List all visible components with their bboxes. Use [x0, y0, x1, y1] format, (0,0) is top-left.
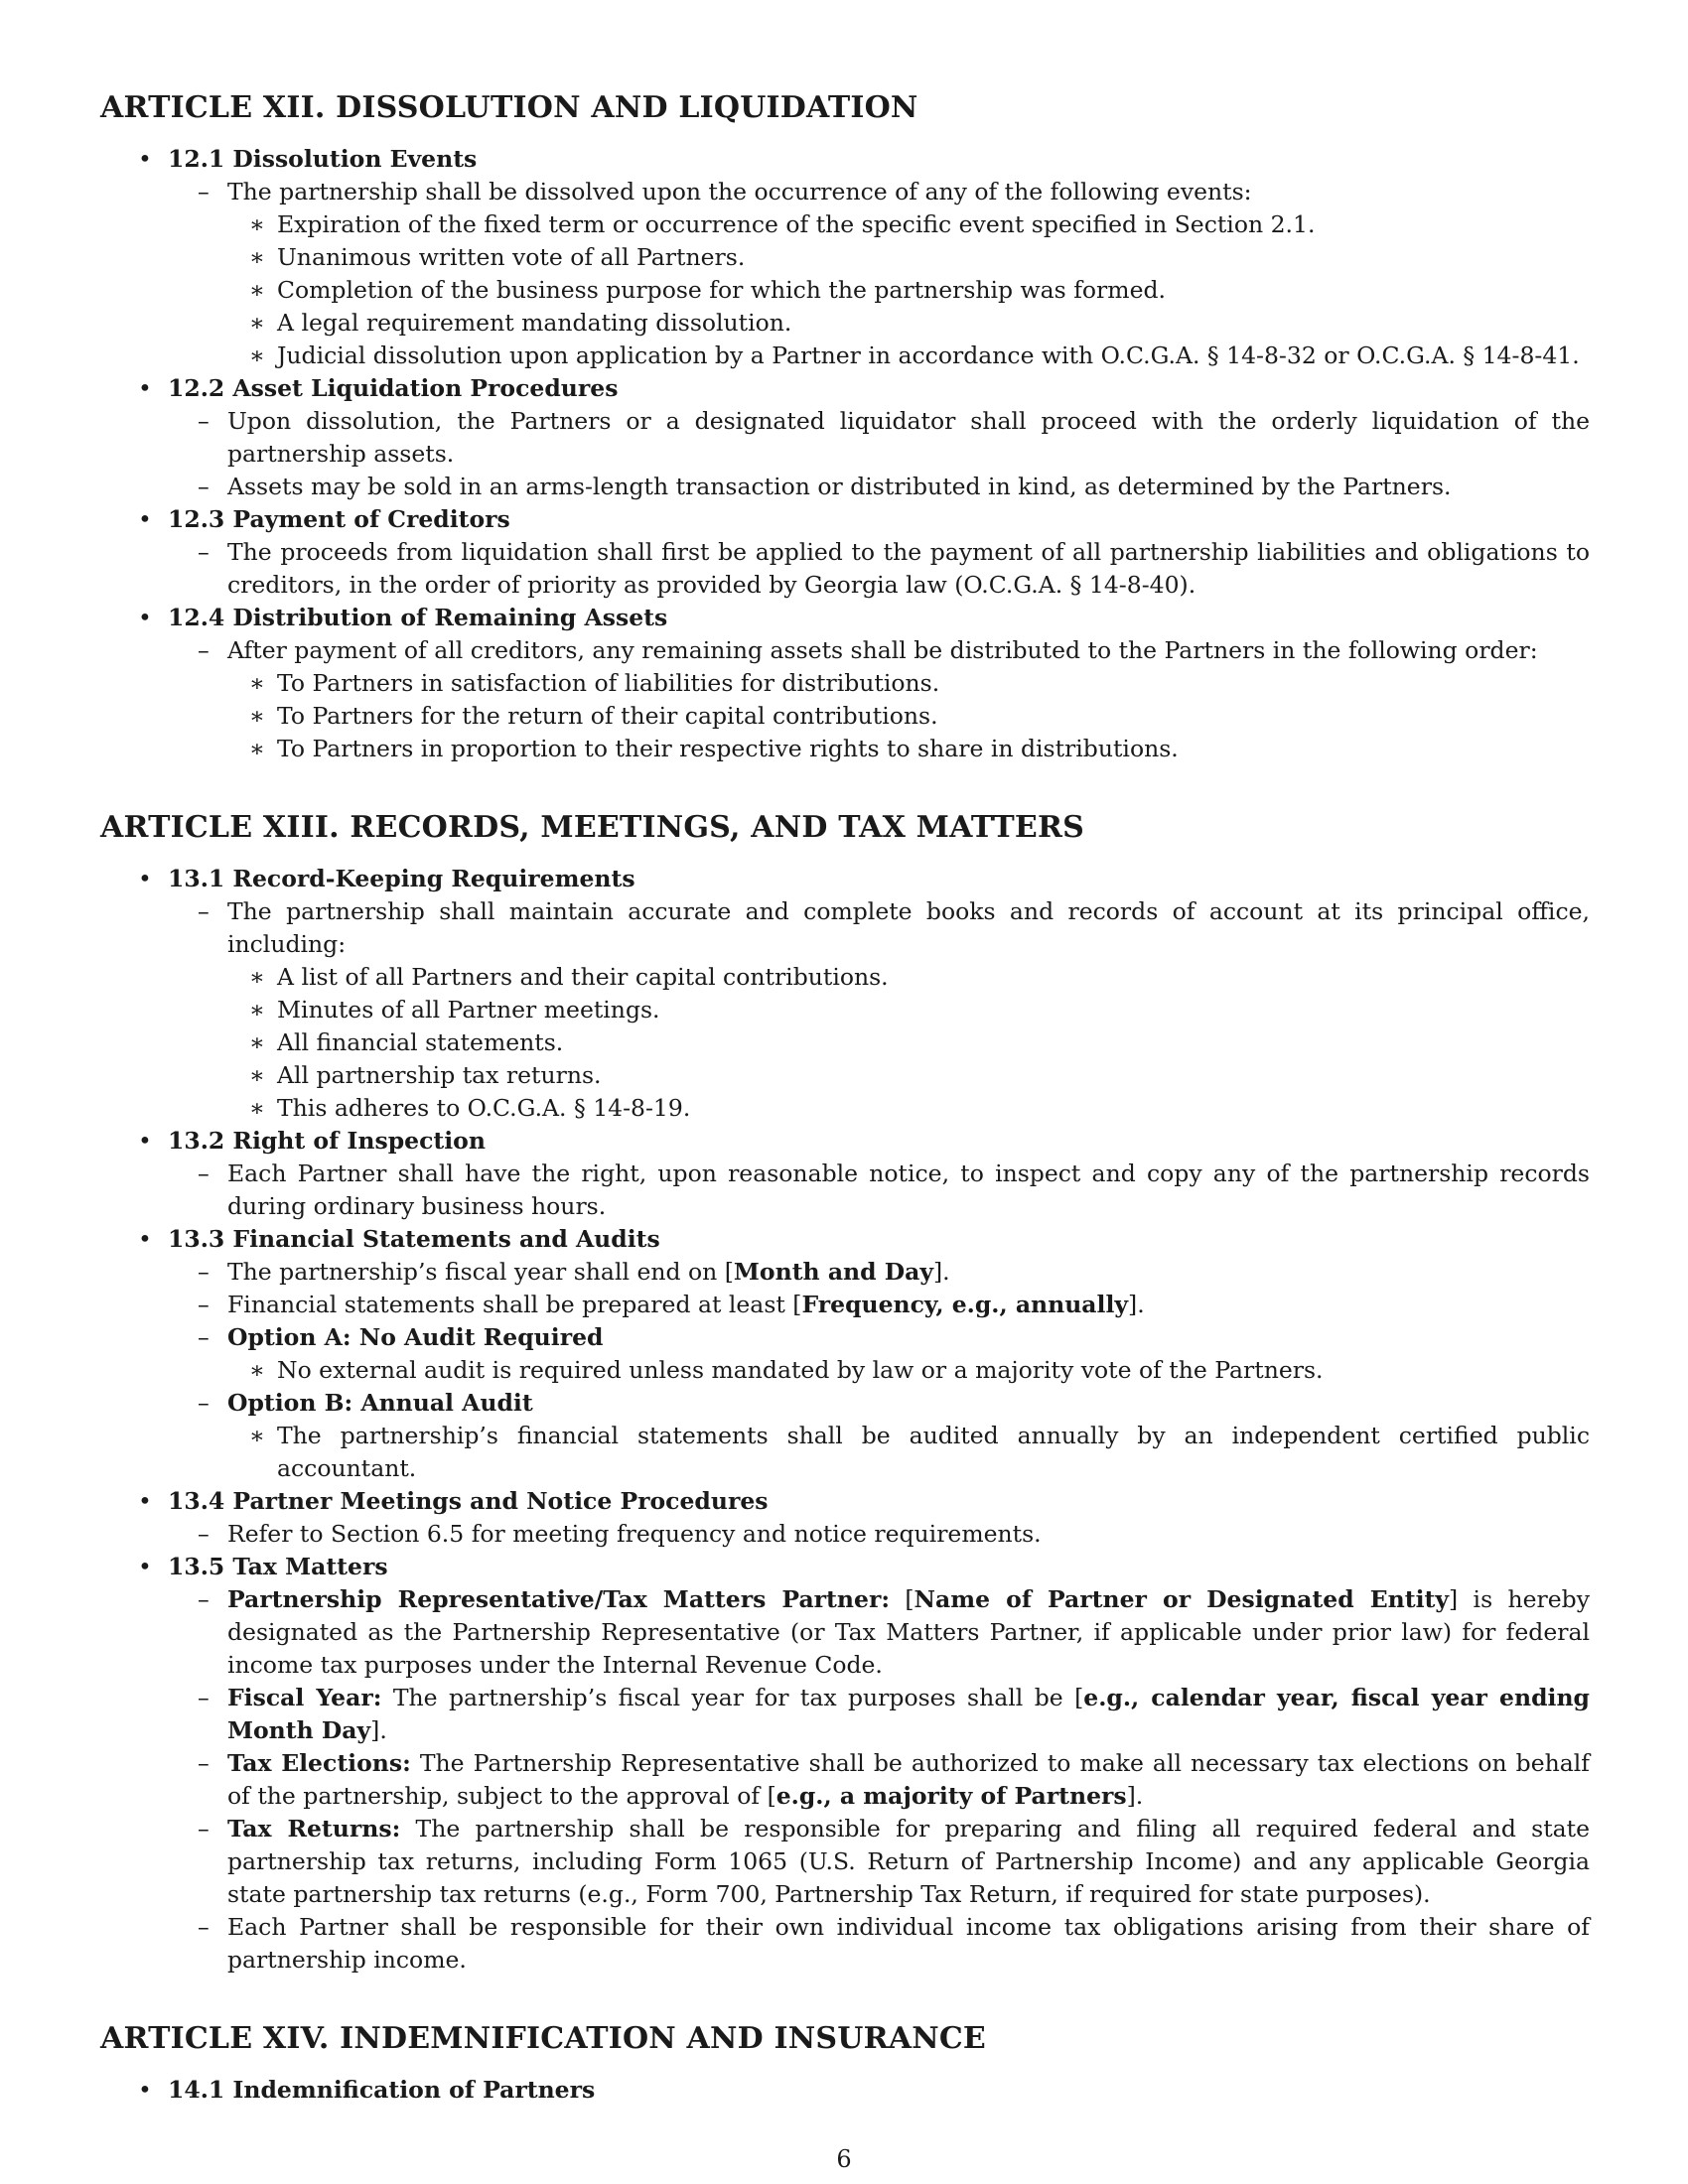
subclause-item — [227, 733, 1590, 765]
clause-item — [168, 176, 1590, 372]
subclause-item — [227, 307, 1590, 340]
clause-text — [227, 1321, 1590, 1354]
emphasis-text: e.g., calendar year, fiscal year ending Month Day — [227, 1684, 1590, 1744]
asterisk-marker: ∗ — [249, 1061, 265, 1089]
article-heading: ARTICLE XII. DISSOLUTION AND LIQUIDATION — [100, 90, 918, 125]
section-item — [100, 863, 1590, 1125]
subclause-text: Minutes of all Partner meetings. — [277, 996, 660, 1024]
section-heading: 13.5 Tax Matters — [168, 1553, 388, 1580]
subclause-item — [227, 994, 1590, 1026]
section-item — [100, 1485, 1590, 1551]
section-heading: 12.4 Distribution of Remaining Assets — [168, 604, 668, 631]
subclause-text: Unanimous written vote of all Partners. — [277, 243, 746, 271]
dash-marker: – — [198, 636, 210, 664]
asterisk-marker: ∗ — [249, 963, 265, 991]
section-heading: 14.1 Indemnification of Partners — [168, 2076, 596, 2104]
subclause-item — [227, 340, 1590, 372]
clause-fragment: ] is hereby designated as the Partnership Representative (or Tax Matters Partner, if applicable under prior law) for federal income tax purposes under the Internal Revenue Code. — [227, 1585, 1591, 1679]
subclause-text: The partnership’s financial statements shall be audited annually by an independent certified public accountant. — [277, 1422, 1590, 1482]
clause-item — [168, 1518, 1590, 1551]
clause-list — [168, 1256, 1590, 1485]
clause-item — [168, 1682, 1590, 1747]
asterisk-marker: ∗ — [249, 702, 265, 730]
clause-text: Each Partner shall have the right, upon reasonable notice, to inspect and copy any of the partnership records during ordinary business hours. — [227, 1160, 1590, 1220]
clause-item — [168, 405, 1590, 471]
article-heading: ARTICLE XIII. RECORDS, MEETINGS, AND TAX MATTERS — [100, 810, 1084, 845]
clause-text: The partnership shall be dissolved upon the occurrence of any of the following events: — [227, 178, 1252, 205]
clause-text — [227, 1289, 1590, 1321]
subclause-text: Judicial dissolution upon application by a Partner in accordance with O.C.G.A. § 14-8-32 or O.C.G.A. § 14-8-41. — [277, 341, 1580, 369]
clause-item — [168, 1583, 1590, 1682]
subclause-item — [227, 274, 1590, 307]
clause-item — [168, 1321, 1590, 1387]
asterisk-marker: ∗ — [249, 669, 265, 697]
emphasis-text: Frequency, e.g., annually — [801, 1291, 1129, 1318]
section-item — [100, 602, 1590, 765]
dash-marker: – — [198, 1258, 210, 1286]
emphasis-text: Option A: No Audit Required — [227, 1323, 604, 1351]
bullet-marker: • — [138, 2076, 152, 2104]
bullet-marker: • — [138, 865, 152, 892]
document-body — [100, 87, 1590, 2107]
subclause-text: All partnership tax returns. — [277, 1061, 602, 1089]
dash-marker: – — [198, 1913, 210, 1941]
section-list — [100, 863, 1590, 1977]
emphasis-text: Tax Returns: — [227, 1815, 401, 1843]
section-heading: 12.3 Payment of Creditors — [168, 505, 510, 533]
asterisk-marker: ∗ — [249, 243, 265, 271]
section-item — [100, 143, 1590, 372]
asterisk-marker: ∗ — [249, 341, 265, 369]
section-item — [100, 503, 1590, 602]
dash-marker: – — [198, 1160, 210, 1187]
clause-fragment: The partnership shall be responsible for preparing and filing all required federal and state partnership tax returns, including Form 1065 (U.S. Return of Partnership Income) and any applicable Georgia state partnership tax returns (e.g., Form 700, Partnership Tax Return, if required for state purposes). — [227, 1815, 1590, 1908]
asterisk-marker: ∗ — [249, 276, 265, 304]
clause-item — [168, 536, 1590, 602]
subclause-text: Completion of the business purpose for which the partnership was formed. — [277, 276, 1166, 304]
clause-list — [168, 1583, 1590, 1977]
subclause-item — [227, 208, 1590, 241]
section-list — [100, 2074, 1590, 2107]
section-item — [100, 1551, 1590, 1977]
clause-item — [168, 1256, 1590, 1289]
subclause-list — [227, 961, 1590, 1125]
clause-text: Upon dissolution, the Partners or a designated liquidator shall proceed with the orderly liquidation of the partnership assets. — [227, 407, 1590, 468]
section-heading: 12.1 Dissolution Events — [168, 145, 478, 173]
dash-marker: – — [198, 473, 210, 500]
asterisk-marker: ∗ — [249, 996, 265, 1024]
clause-text: The partnership shall maintain accurate and complete books and records of account at its principal office, including: — [227, 897, 1590, 958]
clause-fragment: The partnership’s fiscal year shall end on [ — [227, 1258, 734, 1286]
dash-marker: – — [198, 1815, 210, 1843]
asterisk-marker: ∗ — [249, 1094, 265, 1122]
clause-fragment: [ — [890, 1585, 914, 1613]
section-item — [100, 1223, 1590, 1485]
subclause-list — [227, 667, 1590, 765]
clause-list — [168, 405, 1590, 503]
clause-item — [168, 471, 1590, 503]
clause-item — [168, 1911, 1590, 1977]
bullet-marker: • — [138, 1553, 152, 1580]
clause-fragment: The partnership’s fiscal year for tax purposes shall be [ — [381, 1684, 1084, 1711]
dash-marker: – — [198, 1323, 210, 1351]
dash-marker: – — [198, 1749, 210, 1777]
section-heading: 13.3 Financial Statements and Audits — [168, 1225, 660, 1253]
subclause-item — [227, 1026, 1590, 1059]
clause-item — [168, 1387, 1590, 1485]
dash-marker: – — [198, 1684, 210, 1711]
clause-text — [227, 1682, 1590, 1747]
clause-fragment: ]. — [1126, 1782, 1144, 1810]
clause-item — [168, 895, 1590, 1125]
asterisk-marker: ∗ — [249, 309, 265, 337]
clause-text — [227, 1747, 1590, 1813]
bullet-marker: • — [138, 145, 152, 173]
clause-item — [168, 1289, 1590, 1321]
emphasis-text: Option B: Annual Audit — [227, 1389, 533, 1417]
section-item — [100, 2074, 1590, 2107]
clause-fragment: ]. — [1128, 1291, 1145, 1318]
emphasis-text: Month and Day — [733, 1258, 934, 1286]
section-heading: 13.4 Partner Meetings and Notice Procedures — [168, 1487, 769, 1515]
article-heading: ARTICLE XIV. INDEMNIFICATION AND INSURANCE — [100, 2021, 986, 2056]
clause-fragment: ]. — [933, 1258, 950, 1286]
section-heading: 12.2 Asset Liquidation Procedures — [168, 374, 619, 402]
subclause-text: To Partners for the return of their capital contributions. — [277, 702, 938, 730]
dash-marker: – — [198, 538, 210, 566]
subclause-text: Expiration of the fixed term or occurrence of the specific event specified in Section 2.1. — [277, 210, 1316, 238]
subclause-item — [227, 961, 1590, 994]
clause-list — [168, 634, 1590, 765]
clause-fragment: Financial statements shall be prepared at least [ — [227, 1291, 802, 1318]
clause-list — [168, 1158, 1590, 1223]
subclause-list — [227, 1420, 1590, 1485]
subclause-text: A legal requirement mandating dissolution. — [277, 309, 792, 337]
dash-marker: – — [198, 407, 210, 435]
subclause-item — [227, 700, 1590, 733]
subclause-list — [227, 208, 1590, 372]
clause-text: The proceeds from liquidation shall first be applied to the payment of all partnership liabilities and obligations to creditors, in the order of priority as provided by Georgia law (O.C.G.A. § 14-8-40). — [227, 538, 1590, 599]
clause-text — [227, 1583, 1590, 1682]
section-heading: 13.1 Record-Keeping Requirements — [168, 865, 635, 892]
clause-text — [227, 1387, 1590, 1420]
subclause-item — [227, 1354, 1590, 1387]
dash-marker: – — [198, 897, 210, 925]
clause-list — [168, 1518, 1590, 1551]
dash-marker: – — [198, 178, 210, 205]
clause-text: Refer to Section 6.5 for meeting frequency and notice requirements. — [227, 1520, 1042, 1548]
asterisk-marker: ∗ — [249, 210, 265, 238]
clause-fragment: ]. — [370, 1716, 387, 1744]
clause-item — [168, 1747, 1590, 1813]
subclause-list — [227, 1354, 1590, 1387]
emphasis-text: e.g., a majority of Partners — [775, 1782, 1127, 1810]
subclause-text: To Partners in proportion to their respective rights to share in distributions. — [277, 735, 1179, 762]
emphasis-text: Partnership Representative/Tax Matters Partner: — [227, 1585, 890, 1613]
clause-text — [227, 1256, 1590, 1289]
subclause-item — [227, 1092, 1590, 1125]
subclause-text: This adheres to O.C.G.A. § 14-8-19. — [277, 1094, 691, 1122]
clause-list — [168, 536, 1590, 602]
subclause-item — [227, 241, 1590, 274]
bullet-marker: • — [138, 1487, 152, 1515]
section-heading: 13.2 Right of Inspection — [168, 1127, 486, 1155]
subclause-text: No external audit is required unless mandated by law or a majority vote of the Partners. — [277, 1356, 1324, 1384]
asterisk-marker: ∗ — [249, 735, 265, 762]
clause-text: Assets may be sold in an arms-length transaction or distributed in kind, as determined by the Partners. — [227, 473, 1452, 500]
section-item — [100, 1125, 1590, 1223]
subclause-text: To Partners in satisfaction of liabilities for distributions. — [277, 669, 940, 697]
clause-list — [168, 176, 1590, 372]
asterisk-marker: ∗ — [249, 1028, 265, 1056]
dash-marker: – — [198, 1389, 210, 1417]
asterisk-marker: ∗ — [249, 1356, 265, 1384]
bullet-marker: • — [138, 1225, 152, 1253]
dash-marker: – — [198, 1291, 210, 1318]
clause-item — [168, 634, 1590, 765]
clause-item — [168, 1813, 1590, 1911]
bullet-marker: • — [138, 1127, 152, 1155]
clause-list — [168, 895, 1590, 1125]
clause-text — [227, 1813, 1590, 1911]
subclause-item — [227, 1420, 1590, 1485]
dash-marker: – — [198, 1520, 210, 1548]
page-number: 6 — [836, 2145, 852, 2173]
bullet-marker: • — [138, 604, 152, 631]
emphasis-text: Fiscal Year: — [227, 1684, 382, 1711]
clause-text: After payment of all creditors, any remaining assets shall be distributed to the Partners in the following order: — [227, 636, 1538, 664]
clause-text: Each Partner shall be responsible for their own individual income tax obligations arising from their share of partnership income. — [227, 1913, 1590, 1974]
emphasis-text: Tax Elections: — [227, 1749, 411, 1777]
subclause-item — [227, 1059, 1590, 1092]
section-item — [100, 372, 1590, 503]
bullet-marker: • — [138, 374, 152, 402]
subclause-item — [227, 667, 1590, 700]
dash-marker: – — [198, 1585, 210, 1613]
clause-fragment: The Partnership Representative shall be authorized to make all necessary tax elections on behalf of the partnership, subject to the approval of [ — [227, 1749, 1590, 1810]
section-list — [100, 143, 1590, 765]
bullet-marker: • — [138, 505, 152, 533]
asterisk-marker: ∗ — [249, 1422, 265, 1449]
subclause-text: A list of all Partners and their capital contributions. — [277, 963, 889, 991]
emphasis-text: Name of Partner or Designated Entity — [914, 1585, 1450, 1613]
clause-item — [168, 1158, 1590, 1223]
subclause-text: All financial statements. — [277, 1028, 564, 1056]
